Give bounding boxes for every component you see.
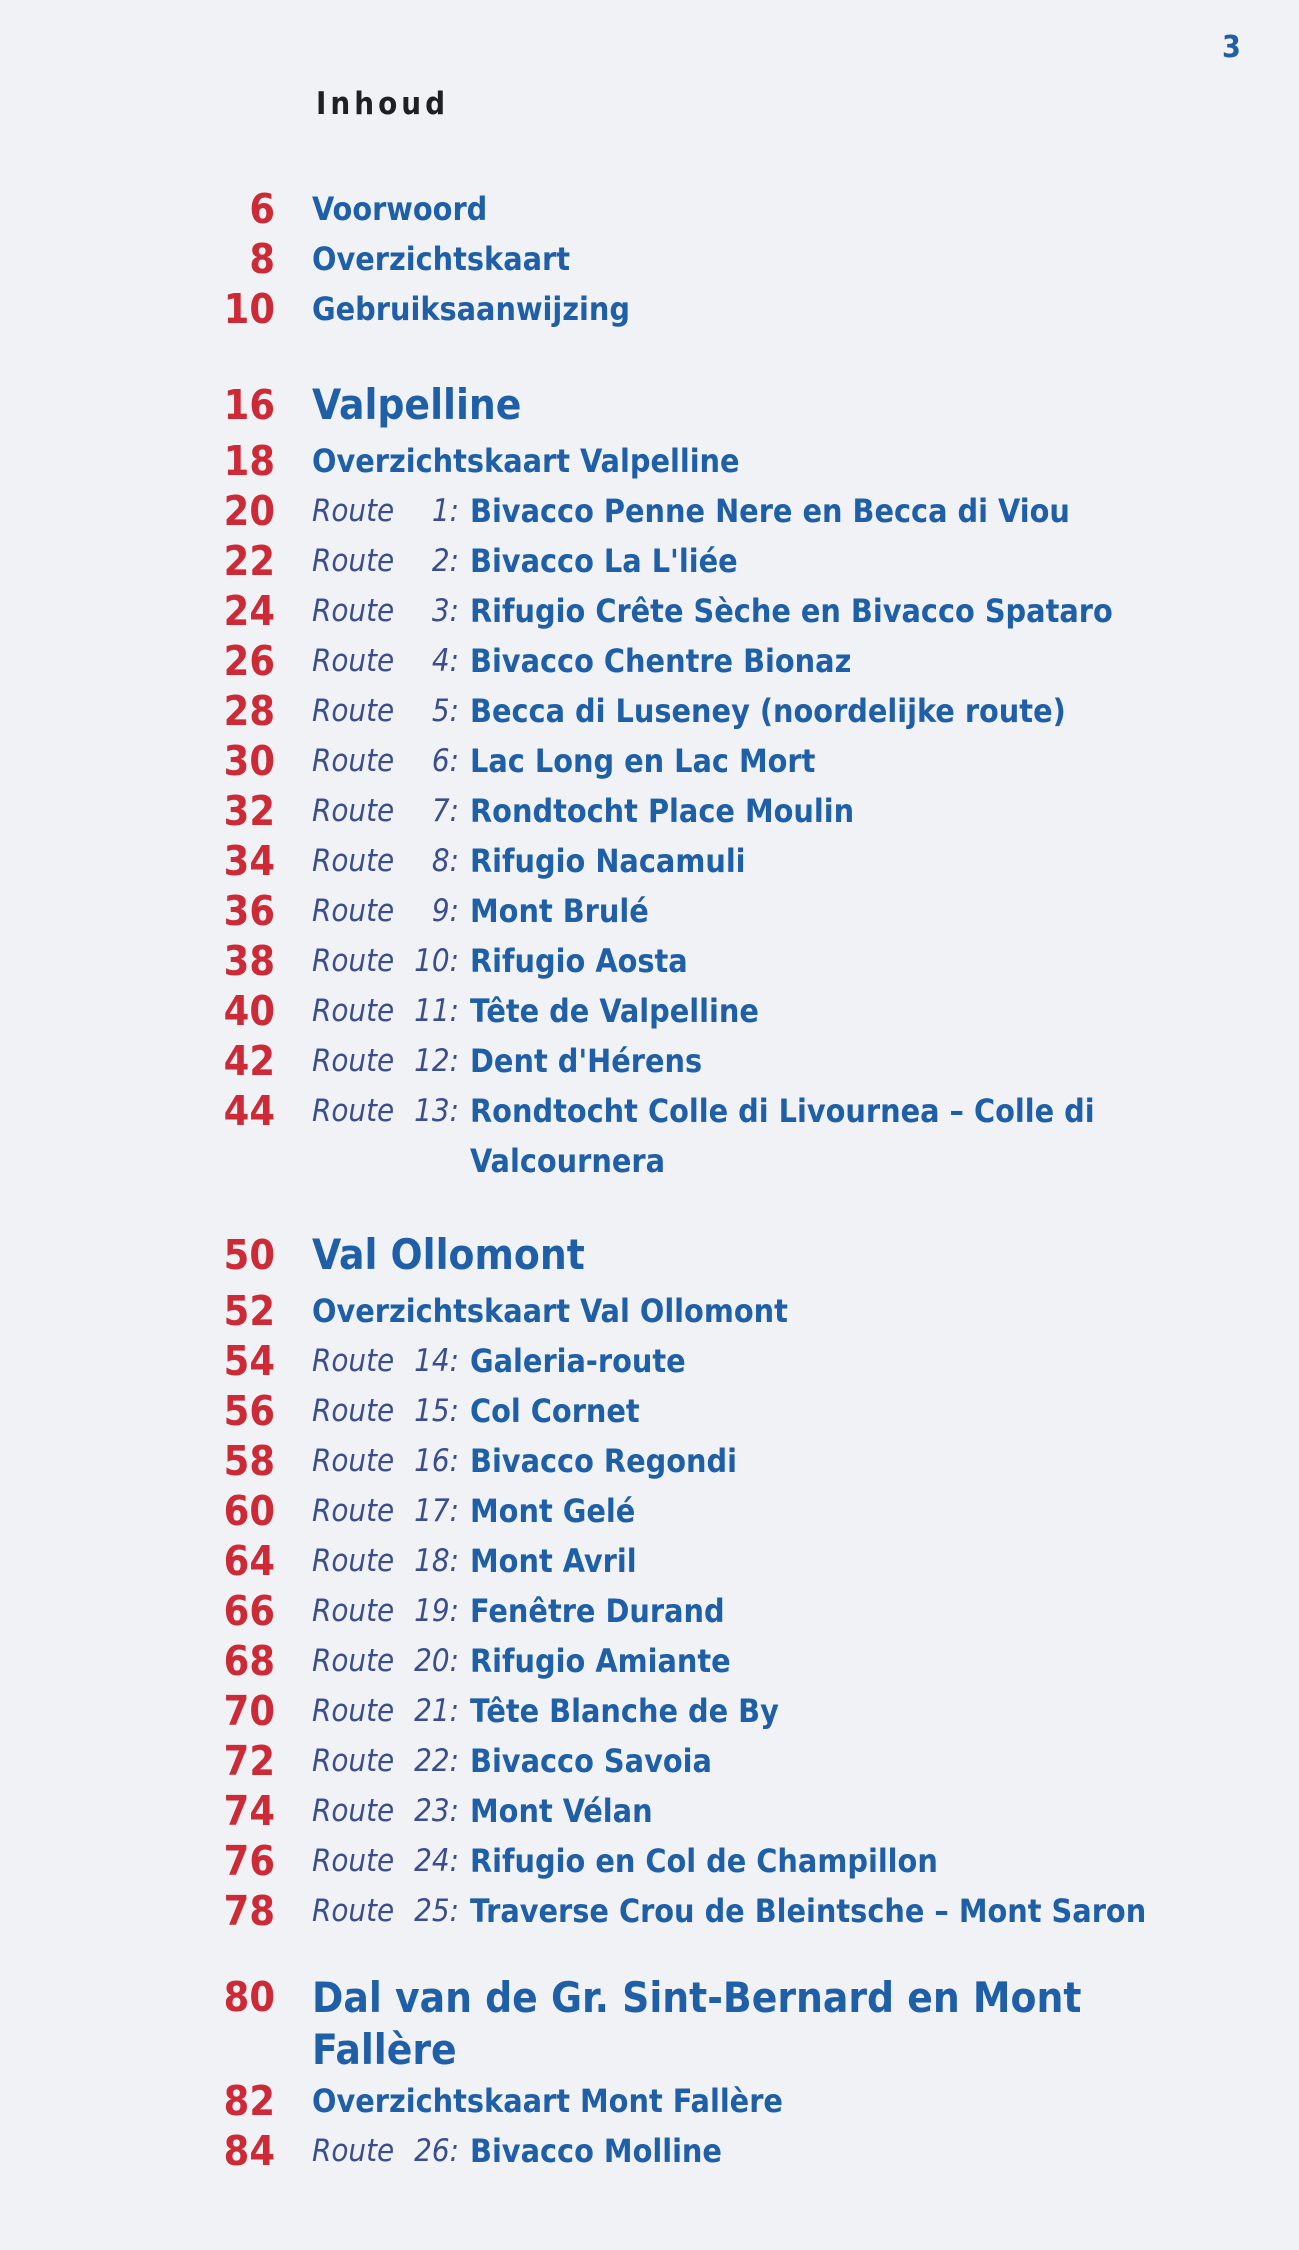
route-word: Route [312,1793,395,1829]
toc-label: Overzichtskaart Val Ollomont [312,1292,788,1330]
route-number: 3: [431,593,459,629]
route-title: Rondtocht Colle di Livournea – Colle di Valcournera [470,1092,1095,1180]
route-number: 24: [414,1843,459,1879]
toc-route-entry[interactable] [0,1386,1299,1436]
route-title: Traverse Crou de Bleintsche – Mont Saron [470,1892,1147,1930]
route-number: 7: [431,793,459,829]
toc-page-number: 8 [249,235,275,283]
toc-section-title: Val Ollomont [312,1230,585,1279]
route-title: Mont Avril [470,1542,637,1580]
toc-entry-overzichtskaart[interactable] [0,234,1299,284]
route-title: Bivacco Regondi [470,1442,737,1480]
toc-label: Overzichtskaart Valpelline [312,442,740,480]
route-number: 19: [414,1593,459,1629]
route-title: Tête Blanche de By [470,1692,779,1730]
toc-page-number: 42 [223,1037,275,1085]
route-number: 25: [414,1893,459,1929]
toc-section-title: Dal van de Gr. Sint-Bernard en Mont Fallère [312,1973,1082,2074]
toc-page-number: 30 [223,737,275,785]
toc-route-entry[interactable] [0,986,1299,1036]
toc-route-entry[interactable] [0,836,1299,886]
toc-page-number: 6 [249,185,275,233]
route-number: 14: [414,1343,459,1379]
toc-page-number: 20 [223,487,275,535]
route-number: 21: [414,1693,459,1729]
toc-route-entry[interactable] [0,486,1299,536]
route-title: Fenêtre Durand [470,1592,725,1630]
toc-route-entry[interactable] [0,686,1299,736]
toc-section-valpelline[interactable] [0,380,1299,430]
toc-page-number: 38 [223,937,275,985]
route-number: 16: [414,1443,459,1479]
route-word: Route [312,943,395,979]
route-word: Route [312,693,395,729]
toc-page-number: 28 [223,687,275,735]
toc-page-number: 44 [223,1087,275,1135]
route-title: Mont Brulé [470,892,649,930]
toc-label: Voorwoord [312,190,488,228]
toc-page-number: 78 [223,1887,275,1935]
toc-route-entry[interactable] [0,886,1299,936]
route-number: 4: [431,643,459,679]
route-number: 2: [431,543,459,579]
route-number: 23: [414,1793,459,1829]
route-word: Route [312,843,395,879]
toc-route-entry[interactable] [0,1886,1299,1936]
toc-page-number: 72 [223,1737,275,1785]
toc-entry-gebruiksaanwijzing[interactable] [0,284,1299,334]
route-number: 6: [431,743,459,779]
toc-entry-map-valpelline[interactable] [0,436,1299,486]
route-word: Route [312,593,395,629]
route-word: Route [312,1743,395,1779]
toc-page-number: 56 [223,1387,275,1435]
route-number: 15: [414,1393,459,1429]
toc-page-number: 58 [223,1437,275,1485]
route-word: Route [312,1043,395,1079]
route-title: Rifugio Nacamuli [470,842,746,880]
route-word: Route [312,543,395,579]
toc-route-entry[interactable] [0,1786,1299,1836]
toc-route-entry[interactable] [0,1536,1299,1586]
toc-page-number: 50 [223,1231,275,1279]
route-word: Route [312,793,395,829]
toc-route-entry[interactable] [0,736,1299,786]
toc-label: Overzichtskaart [312,240,570,278]
route-word: Route [312,1893,395,1929]
toc-route-entry[interactable] [0,1486,1299,1536]
route-title: Bivacco La L'liée [470,542,738,580]
page-number: 3 [1222,30,1241,65]
route-number: 13: [414,1093,459,1129]
route-number: 20: [414,1643,459,1679]
route-title: Rifugio Crête Sèche en Bivacco Spataro [470,592,1113,630]
route-number: 12: [414,1043,459,1079]
toc-page-number: 10 [223,285,275,333]
toc-route-entry[interactable] [0,1686,1299,1736]
toc-route-entry[interactable] [0,786,1299,836]
route-number: 11: [414,993,459,1029]
route-title: Rifugio Amiante [470,1642,731,1680]
route-title: Rifugio en Col de Champillon [470,1842,938,1880]
toc-page-number: 34 [223,837,275,885]
toc-section-val-ollomont[interactable] [0,1230,1299,1280]
toc-page-number: 80 [223,1973,275,2021]
toc-page-number: 32 [223,787,275,835]
route-title: Mont Vélan [470,1792,653,1830]
route-title: Lac Long en Lac Mort [470,742,816,780]
toc-route-entry[interactable] [0,2126,1299,2176]
toc-entry-voorwoord[interactable] [0,184,1299,234]
toc-page-number: 68 [223,1637,275,1685]
route-number: 9: [431,893,459,929]
toc-entry-map-val-ollomont[interactable] [0,1286,1299,1336]
route-word: Route [312,1543,395,1579]
toc-route-entry[interactable] [0,1836,1299,1886]
toc-page-number: 84 [223,2127,275,2175]
toc-route-entry[interactable] [0,1336,1299,1386]
toc-route-entry[interactable] [0,1636,1299,1686]
route-word: Route [312,1343,395,1379]
toc-page-number: 26 [223,637,275,685]
route-word: Route [312,643,395,679]
toc-page-number: 24 [223,587,275,635]
route-word: Route [312,1493,395,1529]
route-title: Bivacco Savoia [470,1742,712,1780]
route-title: Bivacco Penne Nere en Becca di Viou [470,492,1070,530]
route-word: Route [312,2133,395,2169]
toc-route-entry[interactable] [0,536,1299,586]
route-number: 10: [414,943,459,979]
route-number: 26: [414,2133,459,2169]
route-title: Rondtocht Place Moulin [470,792,855,830]
toc-page-number: 52 [223,1287,275,1335]
toc-section-title: Valpelline [312,380,522,429]
route-word: Route [312,1843,395,1879]
route-word: Route [312,493,395,529]
route-word: Route [312,1643,395,1679]
route-word: Route [312,1393,395,1429]
route-title: Rifugio Aosta [470,942,688,980]
toc-route-entry[interactable] [0,1436,1299,1486]
route-title: Mont Gelé [470,1492,636,1530]
route-word: Route [312,893,395,929]
route-word: Route [312,1693,395,1729]
route-word: Route [312,993,395,1029]
route-number: 1: [431,493,459,529]
toc-page-number: 16 [223,381,275,429]
toc-route-entry[interactable] [0,1736,1299,1786]
toc-page-number: 66 [223,1587,275,1635]
route-number: 17: [414,1493,459,1529]
route-title: Col Cornet [470,1392,640,1430]
toc-page-number: 18 [223,437,275,485]
toc-page-number: 54 [223,1337,275,1385]
route-word: Route [312,1093,395,1129]
toc-entry-map-mont-fallere[interactable] [0,2076,1299,2126]
route-number: 18: [414,1543,459,1579]
route-number: 22: [414,1743,459,1779]
toc-route-entry[interactable] [0,1586,1299,1636]
route-number: 5: [431,693,459,729]
toc-route-entry[interactable] [0,636,1299,686]
toc-page-number: 60 [223,1487,275,1535]
route-title: Bivacco Molline [470,2132,722,2170]
toc-label: Overzichtskaart Mont Fallère [312,2082,783,2120]
toc-section-dal-van-de-gr-sint-bernard[interactable] [0,1972,1299,2076]
route-title: Tête de Valpelline [470,992,759,1030]
toc-page-number: 64 [223,1537,275,1585]
toc-label: Gebruiksaanwijzing [312,290,630,328]
route-number: 8: [431,843,459,879]
toc-page-number: 22 [223,537,275,585]
route-title: Bivacco Chentre Bionaz [470,642,852,680]
toc-page-number: 36 [223,887,275,935]
route-word: Route [312,743,395,779]
route-title: Becca di Luseney (noordelijke route) [470,692,1066,730]
toc-page-number: 76 [223,1837,275,1885]
page-heading: Inhoud [316,86,450,122]
toc-route-entry[interactable] [0,1086,1299,1186]
route-title: Galeria-route [470,1342,686,1380]
route-word: Route [312,1443,395,1479]
toc-route-entry[interactable] [0,586,1299,636]
route-title: Dent d'Hérens [470,1042,703,1080]
toc-page-number: 82 [223,2077,275,2125]
toc-page-number: 74 [223,1787,275,1835]
toc-route-entry[interactable] [0,1036,1299,1086]
route-word: Route [312,1593,395,1629]
toc-page-number: 40 [223,987,275,1035]
toc-route-entry[interactable] [0,936,1299,986]
toc-page-number: 70 [223,1687,275,1735]
